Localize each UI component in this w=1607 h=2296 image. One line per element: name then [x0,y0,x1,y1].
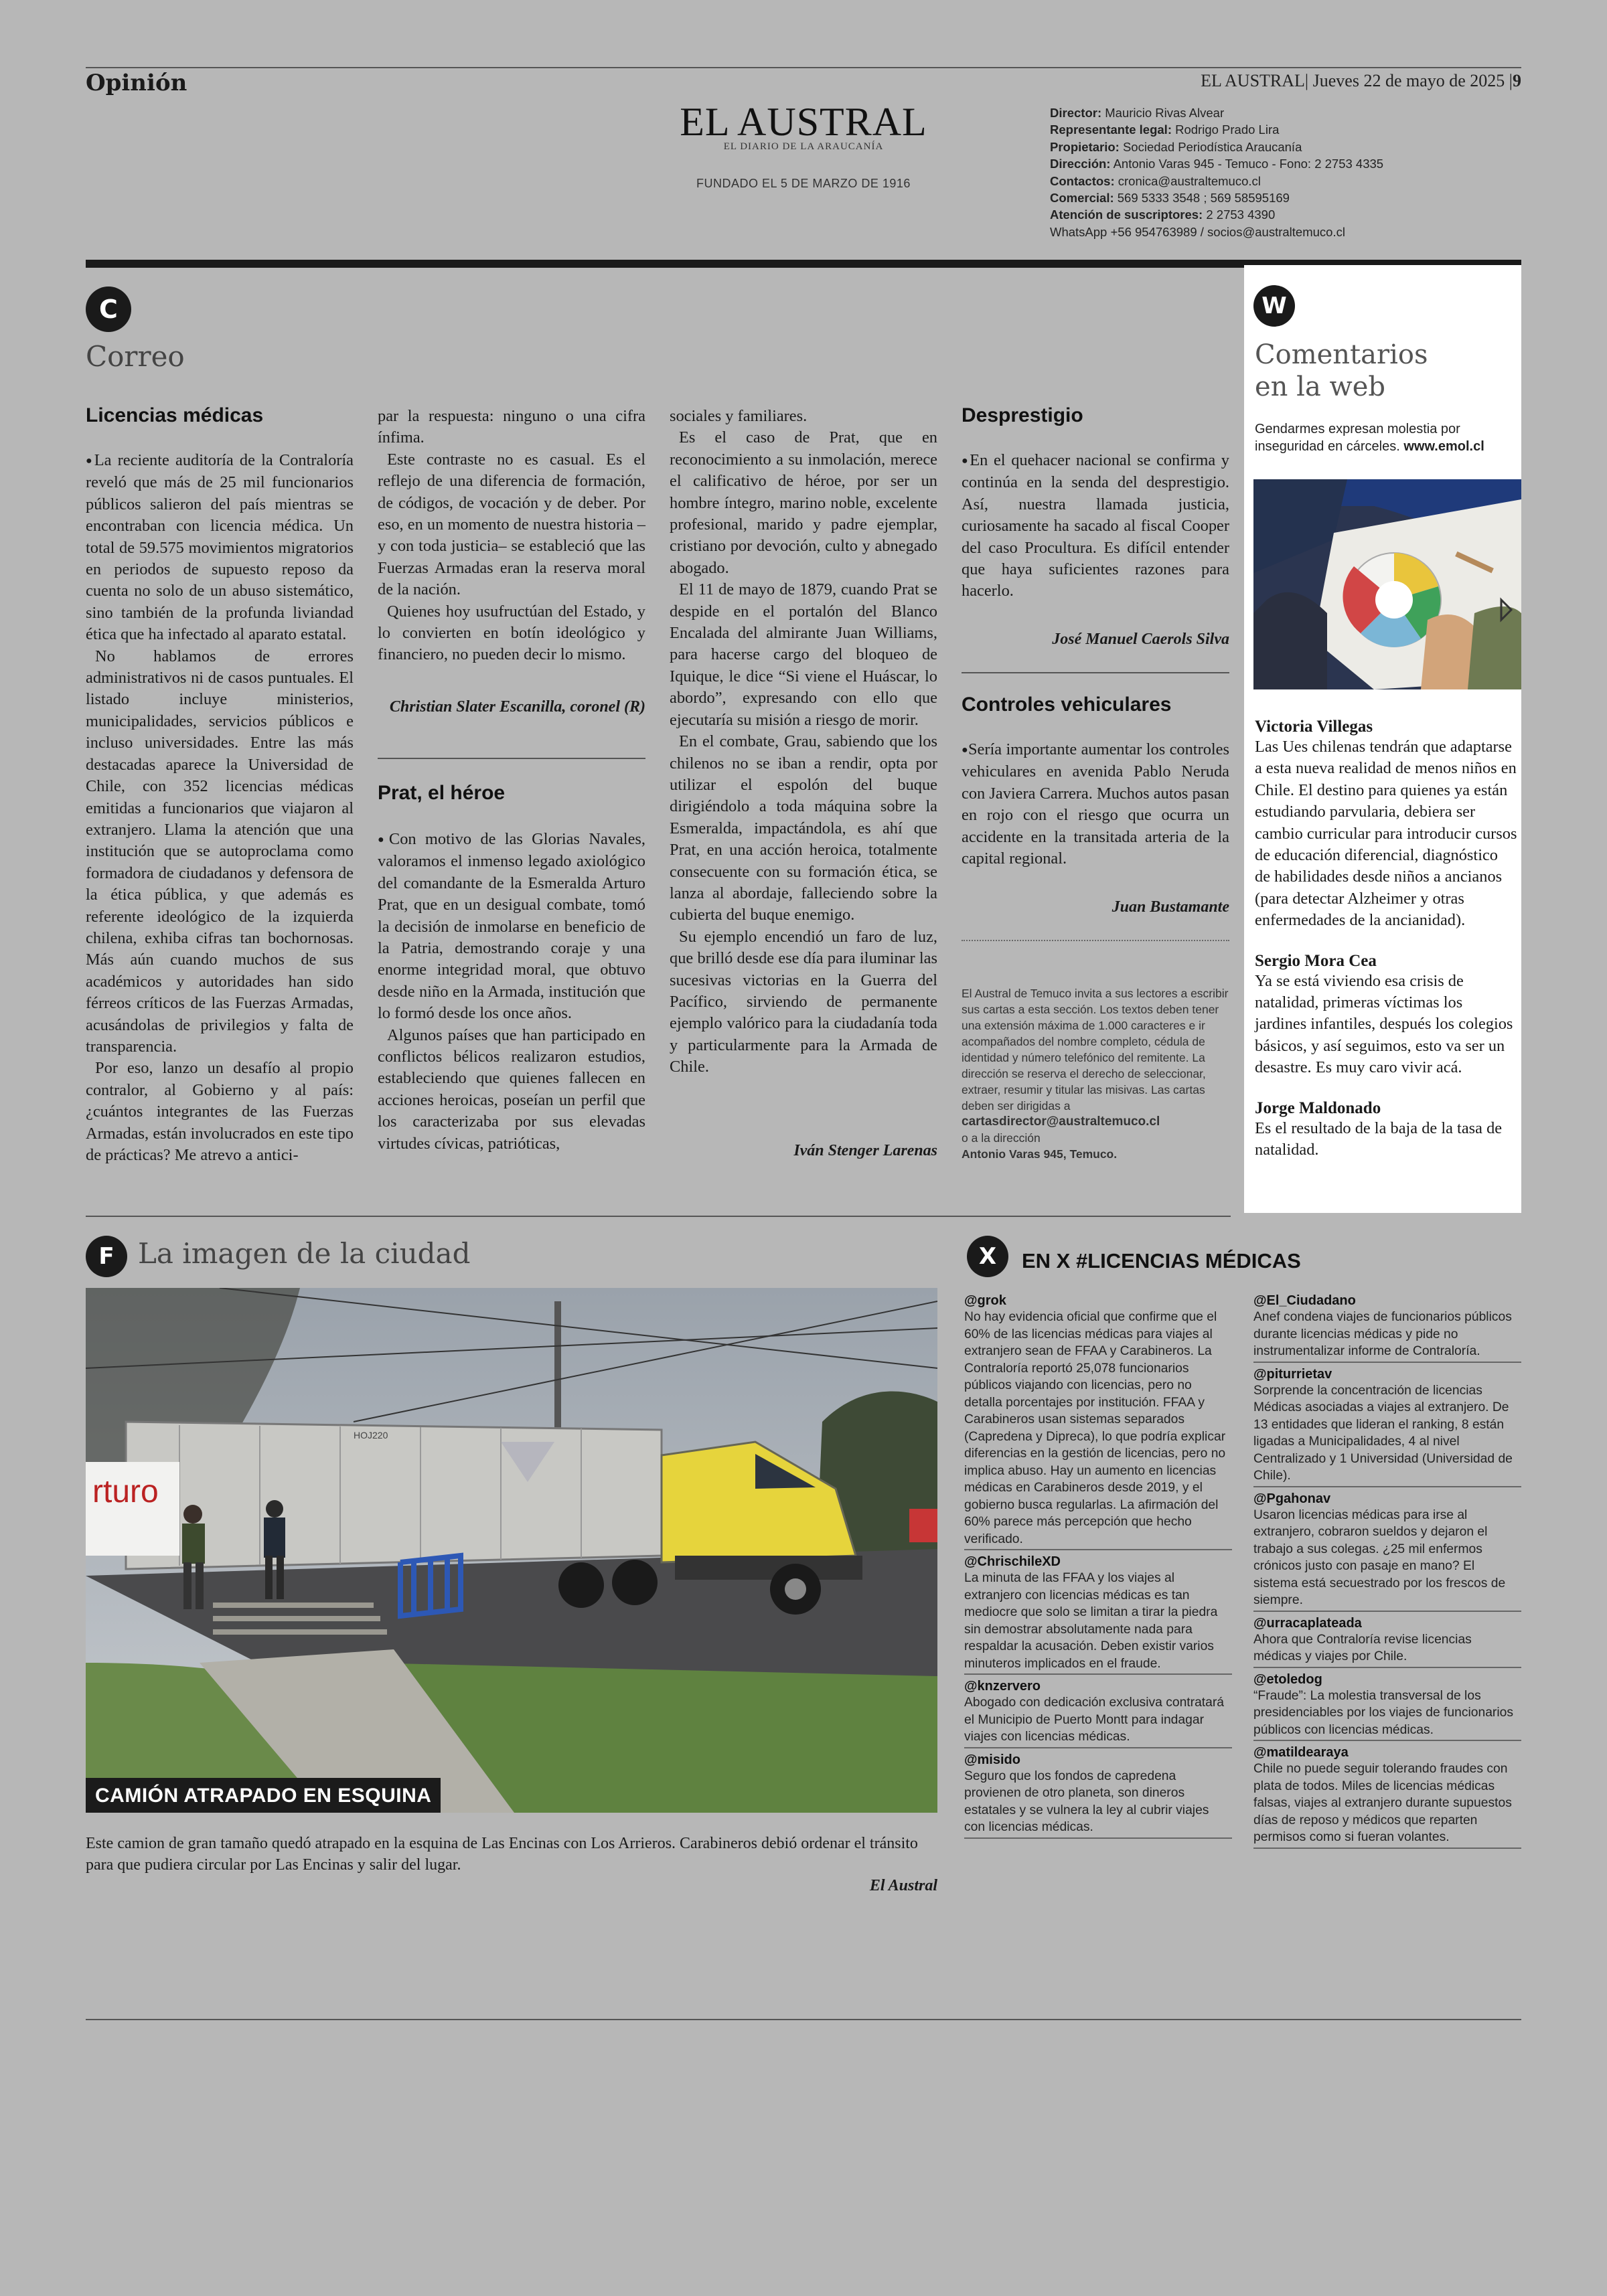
tweet-text: Chile no puede seguir tolerando fraudes con plata de todos. Miles de licencias médicas falsas, viajes al extranjero durante supuestos días de reposo y médicos que reparten permisos como si fueran volantes. [1253,1762,1512,1844]
tweet [964,1293,1232,1550]
paragraph: Por eso, lanzo un desafío al propio contralor, al Gobierno y al país: ¿cuántos integrantes de las Fuerzas Armadas, están involucrados en este tipo de prácticas? Me atrevo a antici- [86,1059,354,1164]
city-photo [86,1288,937,1813]
tweet-text: Anef condena viajes de funcionarios públicos durante licencias médicas y pide no instrumentalizar informe de Contraloría. [1253,1310,1512,1358]
tweet-handle[interactable]: @misido [964,1752,1020,1767]
staff-line: Atención de suscriptores: 2 2753 4390 [1050,208,1276,222]
article-body-desprestigio [962,450,1229,602]
x-column-1 [964,1293,1232,1843]
tweet [1253,1745,1521,1849]
tweet [1253,1672,1521,1742]
paragraph: Su ejemplo encendió un faro de luz, que brilló desde ese día para iluminar las sucesivas victorias en la Guerra del Pacífico, sirviendo de permanente ejemplo valórico para la ciudadanía toda y particularmente para la Armada de Chile. [670,927,937,1076]
tweet [964,1554,1232,1675]
paragraph: Algunos países que han participado en conflictos bélicos realizaron estudios, estableciendo que quienes fallecen en acciones heroicas, poseían un perfil que los caracterizaba por sus elevadas virtudes cívicas, patrióticas, [378,1026,645,1153]
imagen-title: La imagen de la ciudad [138,1237,471,1270]
web-badge: W [1253,285,1295,327]
bottom-rule [86,2019,1521,2020]
paragraph: sociales y familiares. [670,407,808,425]
staff-line: Comercial: 569 5333 3548 ; 569 58595169 [1050,191,1290,206]
tweet-text: Abogado con dedicación exclusiva contratará el Municipio de Puerto Montt para indagar viajes con licencias médicas. [964,1696,1225,1744]
paragraph: ● Con motivo de las Glorias Navales, valoramos el inmenso legado axiológico del comandante de la Esmeralda Arturo Prat, que en un desigual combate, tomó la decisión de inmolarse en beneficio de la Patria, demostrando coraje y una enorme integridad moral, que obtuvo desde niño en la Armada, institución que lo formó desde los once años. [378,829,645,1025]
letters-notice [962,985,1229,1162]
web-comment [1255,952,1517,1079]
correo-badge: C [86,286,131,332]
article-body-licencias [86,450,354,1166]
article-body-controles [962,739,1229,870]
trailer-id: HOJ220 [354,1430,388,1441]
web-title-line2: en la web [1255,372,1386,402]
article-body-licencias-cont [378,406,645,666]
tweet-handle[interactable]: @Pgahonav [1253,1491,1331,1506]
masthead-name: EL AUSTRAL [680,100,927,144]
web-subtitle-text: Gendarmes expresan molestia por inseguridad en cárceles. [1255,422,1460,454]
signature: Iván Stenger Larenas [793,1142,937,1159]
divider [962,672,1229,673]
tweet-handle[interactable]: @piturrietav [1253,1366,1332,1382]
sign-text: rturo [92,1474,159,1509]
x-badge: X [967,1236,1008,1277]
commenter-name: Victoria Villegas [1255,718,1373,736]
signature: Juan Bustamante [1112,898,1229,916]
commenter-name: Jorge Maldonado [1255,1098,1381,1117]
web-comments-list [1255,718,1517,1161]
x-title: EN X #LICENCIAS MÉDICAS [1022,1249,1301,1273]
paragraph: Este contraste no es casual. Es el reflejo de una diferencia de formación, de códigos, de vocación y de deber. Por eso, en un momento de nuestra historia –y con toda justicia– se estableció que las Fuerzas Armadas eran la reserva moral de la nación. [378,450,645,599]
top-rule [86,67,1521,68]
dateline [1201,71,1521,91]
staff-line: Contactos: cronica@australtemuco.cl [1050,173,1261,188]
web-comment [1255,718,1517,932]
x-column-2 [1253,1293,1521,1853]
paragraph: Quienes hoy usufructúan del Estado, y lo convierten en botín ideológico y financiero, no pueden decir lo mismo. [378,602,645,664]
masthead [670,99,937,191]
section-label: Opinión [86,70,187,96]
tweet [1253,1293,1521,1363]
web-title-line1: Comentarios [1255,339,1428,370]
masthead-tagline: EL DIARIO DE LA ARAUCANÍA [723,141,884,152]
article-heading: Licencias médicas [86,404,264,426]
tweet-handle[interactable]: @matildearaya [1253,1745,1349,1760]
paragraph: El 11 de mayo de 1879, cuando Prat se despide en el portalón del Blanco Encalada del almirante Juan Williams, para hacerse cargo del bloqueo de Iquique, le dice “Si viene el Huáscar, lo abordo”, expresando con ello que ejecutaría su misión a riesgo de morir. [670,580,937,729]
web-subtitle-link[interactable]: www.emol.cl [1403,439,1484,454]
truck-scene [86,1288,937,1813]
photo-credit: El Austral [869,1877,937,1894]
section-divider [86,1216,1231,1217]
tweet-text: Ahora que Contraloría revise licencias médicas y viajes por Chile. [1253,1632,1472,1663]
tweet [1253,1367,1521,1487]
tweet-handle[interactable]: @El_Ciudadano [1253,1293,1356,1308]
article-heading: Desprestigio [962,404,1083,426]
tweet [1253,1491,1521,1612]
page-number: 9 [1513,71,1521,90]
tweet-handle[interactable]: @ChrischileXD [964,1554,1061,1569]
paper-name-small: EL AUSTRAL [1201,71,1305,90]
notice-address: Antonio Varas 945, Temuco. [962,1147,1118,1161]
notice-email[interactable]: cartasdirector@australtemuco.cl [962,1115,1160,1129]
web-comment [1255,1099,1517,1161]
signature: Christian Slater Escanilla, coronel (R) [389,698,645,716]
notice-or: o a la dirección [962,1131,1041,1145]
web-subtitle [1255,420,1516,455]
founded-line: FUNDADO EL 5 DE MARZO DE 1916 [696,177,911,190]
staff-line: Director: Mauricio Rivas Alvear [1050,106,1225,120]
web-title [1255,339,1428,403]
paragraph: ● Sería importante aumentar los controles vehiculares en avenida Pablo Neruda con Javiera Carrera. Muchos autos pasan en rojo con el riesgo que ocurra un accidente en la transitada arteria de la capital regional. [962,739,1229,870]
tweet [964,1752,1232,1839]
paragraph: ● La reciente auditoría de la Contraloría reveló que más de 25 mil funcionarios públicos salieron del país mientras se encontraban con licencia médica. Un total de 59.575 movimientos migratorios en periodos de supuesto reposo da cuenta no solo de un abuso sistemático, sino también de la profunda liviandad ética que ha infectado al aparato estatal. [86,450,354,646]
tweet-text: Usaron licencias médicas para irse al extranjero, cobraron sueldos y dejaron el trabajo a sus colegas. ¿25 mil enfermos crónicos justo con pasaje en mano? El sistema está secuestrado por los frescos de siempre. [1253,1507,1506,1607]
tweet-handle[interactable]: @grok [964,1293,1006,1308]
photo-caption: Este camion de gran tamaño quedó atrapado en la esquina de Las Encinas con Los Arrieros. Carabineros debió ordenar el tránsito para que pudiera circular por Las Encinas y salir del lugar. [86,1835,918,1874]
commenter-name: Sergio Mora Cea [1255,951,1377,970]
photo-caption-tag: CAMIÓN ATRAPADO EN ESQUINA [86,1778,441,1813]
article-body-prat-cont [670,406,937,1078]
staff-line: Propietario: Sociedad Periodística Araucanía [1050,139,1302,154]
article-body-prat [378,829,645,1155]
web-comments-box [1244,265,1521,1213]
comment-text: Es el resultado de la baja de la tasa de natalidad. [1255,1119,1503,1159]
tweet-handle[interactable]: @knzervero [964,1679,1041,1694]
paragraph: No hablamos de errores administrativos ni de casos puntuales. El listado incluye ministerios, municipalidades, servicios públicos e incluso universidades. Entre las más destacadas aparece la Universidad de Chile, con 352 licencias médicas emitidas a funcionarios que viajaron al extranjero. Llama la atención que una institución que se autoproclama como formadora de ciudadanos y defensora de la ética pública, y que además es referente ideológico de la izquierda chilena, exhiba cifras tan bochornosas. Más aún cuando muchos de sus académicos y autoridades han sido férreos críticos de las Fuerzas Armadas, acusándolas de privilegios y falta de transparencia. [86,647,354,1056]
comment-text: Las Ues chilenas tendrán que adaptarse a esta nueva realidad de menos niños en Chile. El destino para quienes ya están estudiando parvularia, debiera ser cambio curricular para introducir cursos de educación diferencial, diagnóstico de habilidades desde niños a ancianos (para detectar Alzheimer y otras enfermedades de la ancianidad). [1255,738,1517,930]
notice-text: El Austral de Temuco invita a sus lectores a escribir sus cartas a esta sección. Los textos deben tener una extensión máxima de 1.000 caracteres e ir acompañados del nombre completo, cédula de identidad y número telefónico del remitente. La dirección se reserva el derecho de seleccionar, extraer, resumir y titular las misivas. Las cartas deben ser dirigidas a [962,987,1229,1113]
tweet [964,1679,1232,1748]
tweet-text: Seguro que los fondos de capredena provienen de otro planeta, son dineros estatales y se vulnera la ley al cubrir viajes con licencias médicas. [964,1769,1209,1834]
staff-line: Dirección: Antonio Varas 945 - Temuco - Fono: 2 2753 4335 [1050,157,1384,171]
tweet [1253,1616,1521,1668]
article-heading: Prat, el héroe [378,782,506,804]
correo-title: Correo [86,340,185,373]
paragraph: Es el caso de Prat, que en reconocimiento a su inmolación, merece el calificativo de héroe, por ser un hombre íntegro, marino noble, excelente profesional, marido y padre ejemplar, cristiano por devoción, culto y abnegado abogado. [670,428,937,577]
comment-text: Ya se está viviendo esa crisis de natalidad, primeras víctimas los jardines infantiles, después los colegios básicos, y así seguimos, esto va ser un desastre. Es muy caro vivir acá. [1255,971,1513,1077]
tweet-text: “Fraude”: La molestia transversal de los presidenciables por los viajes de funcionarios públicos con licencias médicas. [1253,1688,1513,1737]
divider [962,940,1229,941]
staff-box [1050,104,1383,240]
staff-line: Representante legal: Rodrigo Prado Lira [1050,122,1280,137]
staff-line: WhatsApp +56 954763989 / socios@australtemuco.cl [1050,224,1345,239]
date-text: | Jueves 22 de mayo de 2025 | [1304,71,1513,90]
tweet-handle[interactable]: @etoledog [1253,1671,1322,1687]
paragraph: par la respuesta: ninguno o una cifra ínfima. [378,407,645,447]
tweet-text: No hay evidencia oficial que confirme que el 60% de las licencias médicas para viajes al extranjero sean de FFAA y Carabineros. La Contraloría reportó 25,078 funcionarios públicos viajando con licencias, pero no detalla porcentajes por institución. FFAA y Carabineros usan sistemas separados (Capredena y Dipreca), lo que podría explicar diferencias en la gestión de licencias, pero no implica abuso. Hay un aumento en licencias médicas en Carabineros desde 2019, y el gobierno busca regularlas. La afirmación del 60% parece más percepción que hecho verificado. [964,1310,1226,1546]
tweet-text: La minuta de las FFAA y los viajes al extranjero con licencias médicas es tan mediocre que solo se limitan a tirar la piedra sin demostrar absolutamente nada para respaldar la acusación. Deben existir varios minuteros implicados en el fraude. [964,1571,1218,1671]
imagen-badge: F [86,1236,127,1277]
paragraph: ● En el quehacer nacional se confirma y continúa en la senda del desprestigio. Así, nuestra llamada justicia, curiosamente ha sacado al fiscal Cooper del caso Procultura. Es difícil entender que haya suficientes razones para hacerlo. [962,450,1229,602]
article-heading: Controles vehiculares [962,693,1172,716]
tweet-handle[interactable]: @urracaplateada [1253,1615,1362,1631]
web-photo [1253,479,1521,689]
paragraph: En el combate, Grau, sabiendo que los chilenos no se iban a rendir, opta por utilizar el espolón del buque dirigiéndolo a toda máquina sobre la Esmeralda, impactándola, es ahí que Prat, en una acción heroica, totalmente consecuente con su formación ética, se lanza al abordaje, falleciendo sobre la cubierta del buque enemigo. [670,732,937,924]
divider [378,758,645,759]
signature: José Manuel Caerols Silva [1052,631,1229,648]
tweet-text: Sorprende la concentración de licencias Médicas asociadas a viajes al extranjero. De 13 entidades que lideran el ranking, 8 están ligadas a Municipalidades, 4 al nivel Centralizado y 1 Universidad (Universidad de Chile). [1253,1383,1513,1483]
